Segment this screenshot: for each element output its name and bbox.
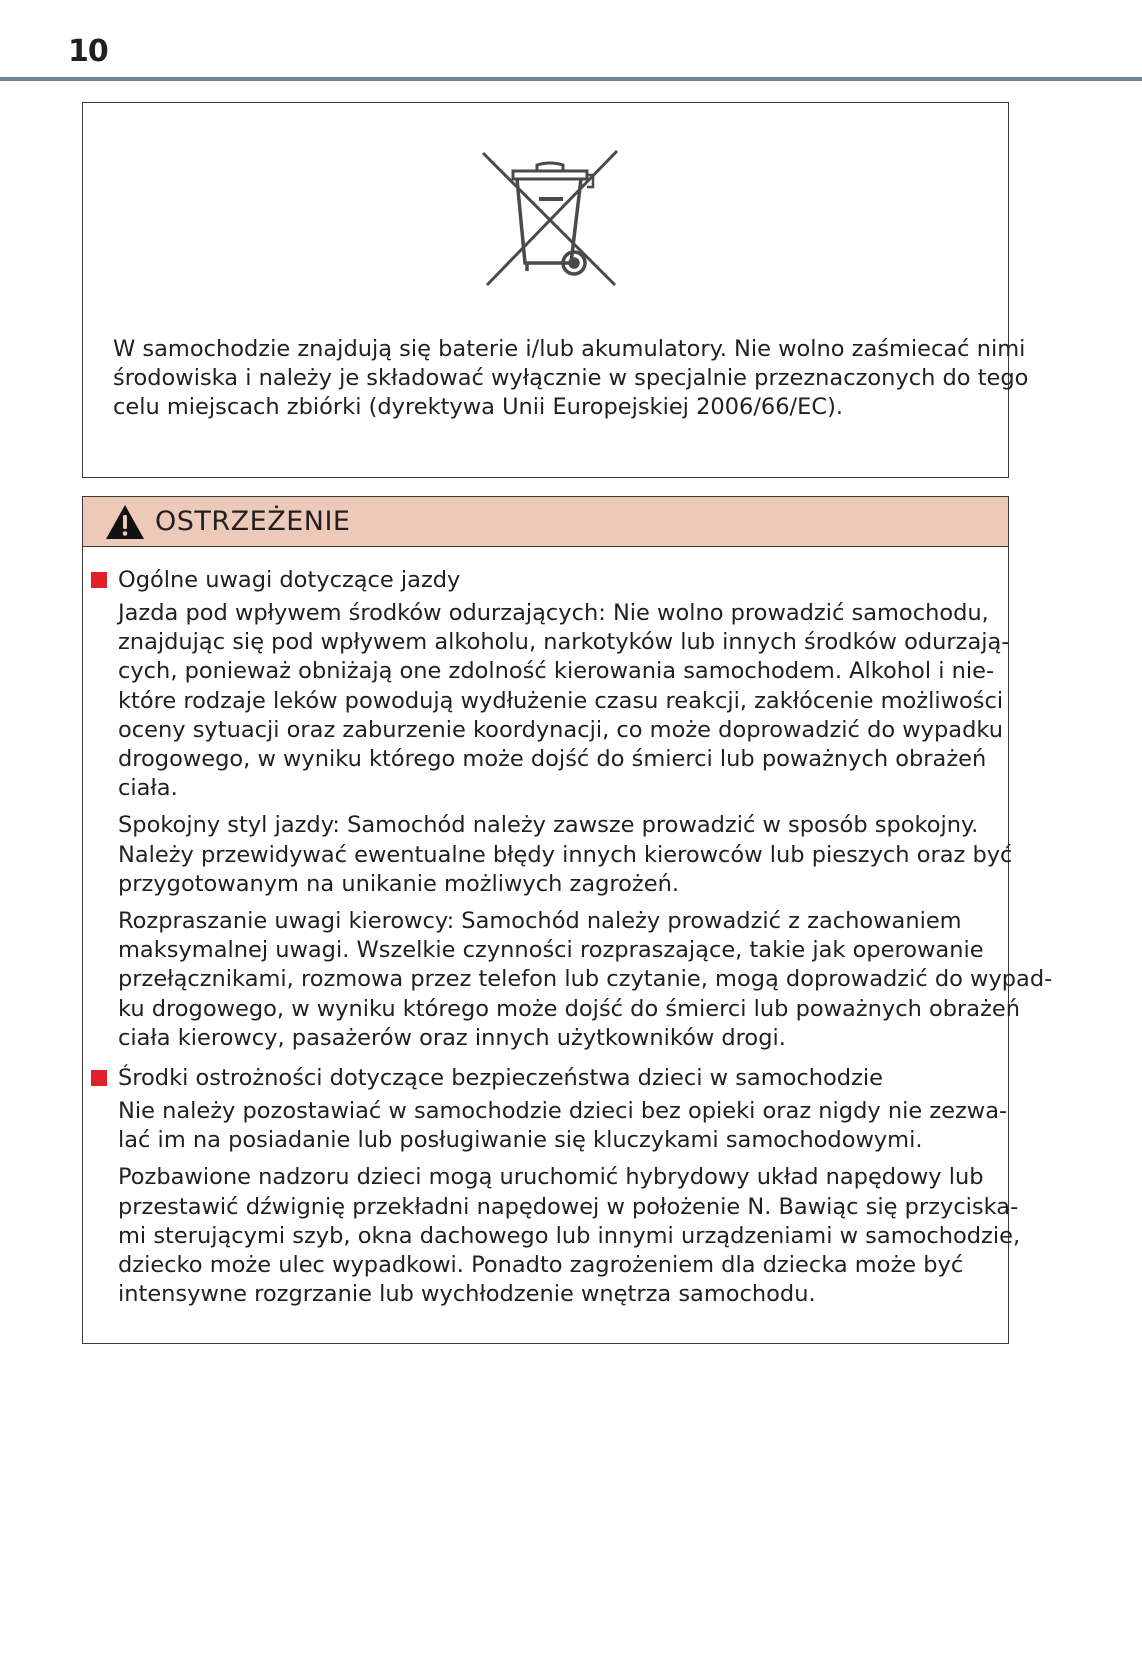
text-line: drogowego, w wyniku którego może dojść do śmierci lub poważnych obrażeń xyxy=(118,746,987,773)
red-square-bullet-icon xyxy=(91,1070,107,1086)
warning-header xyxy=(83,497,1008,547)
warning-box xyxy=(82,496,1053,1344)
text-line: środowiska i należy je składować wyłącznie w specjalnie przeznaczonych do tego xyxy=(113,365,1029,391)
section-title: Ogólne uwagi dotyczące jazdy xyxy=(118,567,461,593)
text-line: przestawić dźwignię przekładni napędowej w położenie N. Bawiąc się przyciska- xyxy=(118,1193,1019,1220)
text-line: Jazda pod wpływem środków odurzających: Nie wolno prowadzić samochodu, xyxy=(118,600,989,626)
battery-disposal-notice xyxy=(82,102,1029,478)
text-line: lać im na posiadanie lub posługiwanie się kluczykami samochodowymi. xyxy=(118,1127,923,1154)
text-line: ku drogowego, w wyniku którego może dojść do śmierci lub poważnych obrażeń xyxy=(118,995,1020,1022)
text-line: przygotowanym na unikanie możliwych zagrożeń. xyxy=(118,870,679,897)
text-line: W samochodzie znajdują się baterie i/lub akumulatory. Nie wolno zaśmiecać nimi xyxy=(113,336,1026,362)
section-heading xyxy=(83,563,1008,599)
text-line: Pozbawione nadzoru dzieci mogą uruchomić hybrydowy układ napędowy lub xyxy=(118,1164,984,1191)
text-line: ciała. xyxy=(118,775,178,802)
warning-body xyxy=(83,563,1053,1317)
crossed-out-wheelie-bin-icon xyxy=(475,145,625,295)
text-line: Spokojny styl jazdy: Samochód należy zawsze prowadzić w sposób spokojny. xyxy=(118,812,979,839)
red-square-bullet-icon xyxy=(91,572,107,588)
text-line: dziecko może ulec wypadkowi. Ponadto zagrożeniem dla dziecka może być xyxy=(118,1252,964,1279)
text-line: ciała kierowcy, pasażerów oraz innych użytkowników drogi. xyxy=(118,1024,786,1051)
page-number: 10 xyxy=(68,34,108,69)
warning-title: OSTRZEŻENIE xyxy=(155,506,351,537)
paragraph-calm-driving xyxy=(118,811,1013,899)
battery-disposal-text xyxy=(113,335,1029,422)
text-line: oceny sytuacji oraz zaburzenie koordynacji, co może doprowadzić do wypadku xyxy=(118,716,1003,743)
text-line: Nie należy pozostawiać w samochodzie dzieci bez opieki oraz nigdy nie zezwa- xyxy=(118,1098,1008,1125)
text-line: cych, ponieważ obniżają one zdolność kierowania samochodem. Alkohol i nie- xyxy=(118,658,995,685)
text-line: znajdując się pod wpływem alkoholu, narkotyków lub innych środków odurzają- xyxy=(118,629,1010,656)
text-line: które rodzaje leków powodują wydłużenie czasu reakcji, zakłócenie możliwości xyxy=(118,687,1004,714)
text-line: Rozpraszanie uwagi kierowcy: Samochód należy prowadzić z zachowaniem xyxy=(118,908,962,935)
text-line: celu miejscach zbiórki (dyrektywa Unii Europejskiej 2006/66/EC). xyxy=(113,394,843,420)
paragraph-children-hazards xyxy=(118,1163,1021,1309)
section-title: Środki ostrożności dotyczące bezpieczeństwa dzieci w samochodzie xyxy=(118,1065,883,1092)
paragraph-driver-distraction xyxy=(118,907,1053,1053)
header-rule xyxy=(0,77,1142,81)
text-line: intensywne rozgrzanie lub wychłodzenie wnętrza samochodu. xyxy=(118,1281,816,1308)
text-line: przełącznikami, rozmowa przez telefon lub czytanie, mogą doprowadzić do wypad- xyxy=(118,966,1053,993)
warning-triangle-icon xyxy=(105,504,145,540)
paragraph-driving-under-influence xyxy=(118,599,1010,803)
section-heading xyxy=(83,1061,1008,1097)
text-line: Należy przewidywać ewentualne błędy innych kierowców lub pieszych oraz być xyxy=(118,841,1013,868)
text-line: maksymalnej uwagi. Wszelkie czynności rozpraszające, takie jak operowanie xyxy=(118,937,984,964)
text-line: mi sterującymi szyb, okna dachowego lub innymi urządzeniami w samochodzie, xyxy=(118,1222,1021,1249)
paragraph-children-unattended xyxy=(118,1097,1008,1155)
